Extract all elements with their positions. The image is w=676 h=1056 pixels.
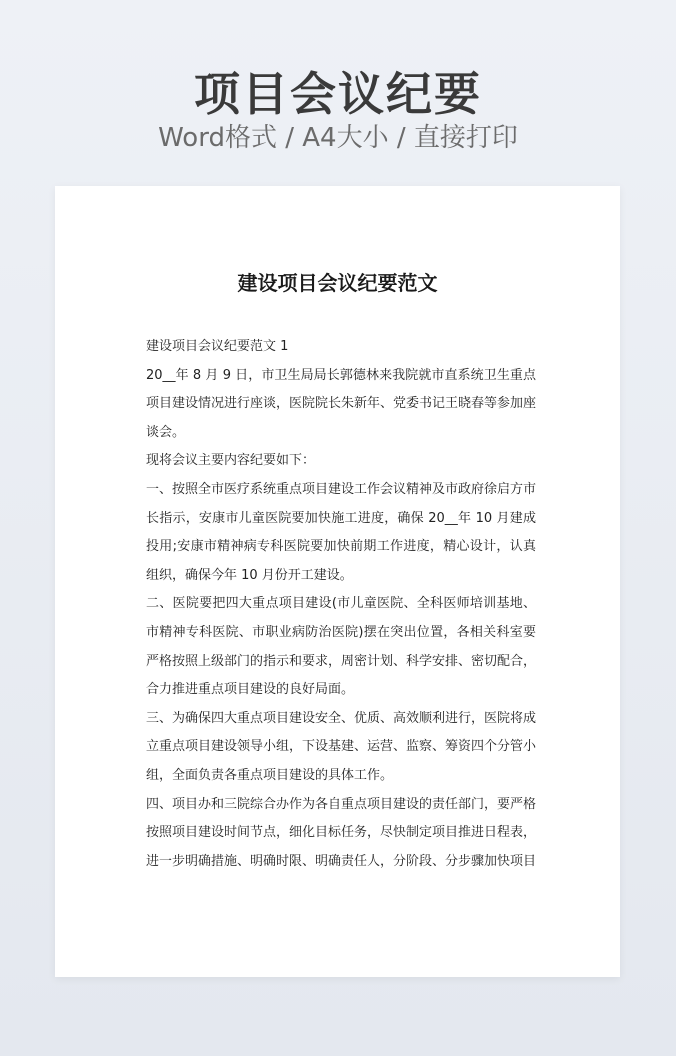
- paragraph-item-1: 一、按照全市医疗系统重点项目建设工作会议精神及市政府徐启方市长指示，安康市儿童医院要加快施工进度，确保 20__年 10 月建成投用;安康市精神病专科医院要加快前期工作进度，精心设计，认真组织，确保今年 10 月份开工建设。: [146, 481, 537, 583]
- document-title: 建设项目会议纪要范文: [237, 271, 438, 295]
- paragraph-heading: 建设项目会议纪要范文 1: [146, 339, 289, 354]
- paragraph-item-4: 四、项目办和三院综合办作为各自重点项目建设的责任部门，要严格按照项目建设时间节点，细化目标任务，尽快制定项目推进日程表，进一步明确措施、明确时限、明确责任人，分阶段、分步骤加快项目: [146, 796, 537, 869]
- paragraph-item-2: 二、医院要把四大重点项目建设(市儿童医院、全科医师培训基地、市精神专科医院、市职业病防治医院)摆在突出位置，各相关科室要严格按照上级部门的指示和要求，周密计划、科学安排、密切配合，合力推进重点项目建设的良好局面。: [146, 596, 537, 698]
- document-body: [146, 333, 536, 876]
- document-page: [55, 186, 620, 977]
- page-title: 项目会议纪要: [194, 67, 482, 121]
- paragraph-summary-lead: 现将会议主要内容纪要如下：: [146, 453, 316, 469]
- paragraph-intro: 20__年 8 月 9 日，市卫生局局长郭德林来我院就市直系统卫生重点项目建设情况进行座谈，医院院长朱新年、党委书记王晓春等参加座谈会。: [146, 367, 537, 440]
- paragraph-item-3: 三、为确保四大重点项目建设安全、优质、高效顺利进行，医院将成立重点项目建设领导小组，下设基建、运营、监察、筹资四个分管小组，全面负责各重点项目建设的具体工作。: [146, 710, 537, 783]
- page-subtitle: Word格式 / A4大小 / 直接打印: [158, 123, 518, 153]
